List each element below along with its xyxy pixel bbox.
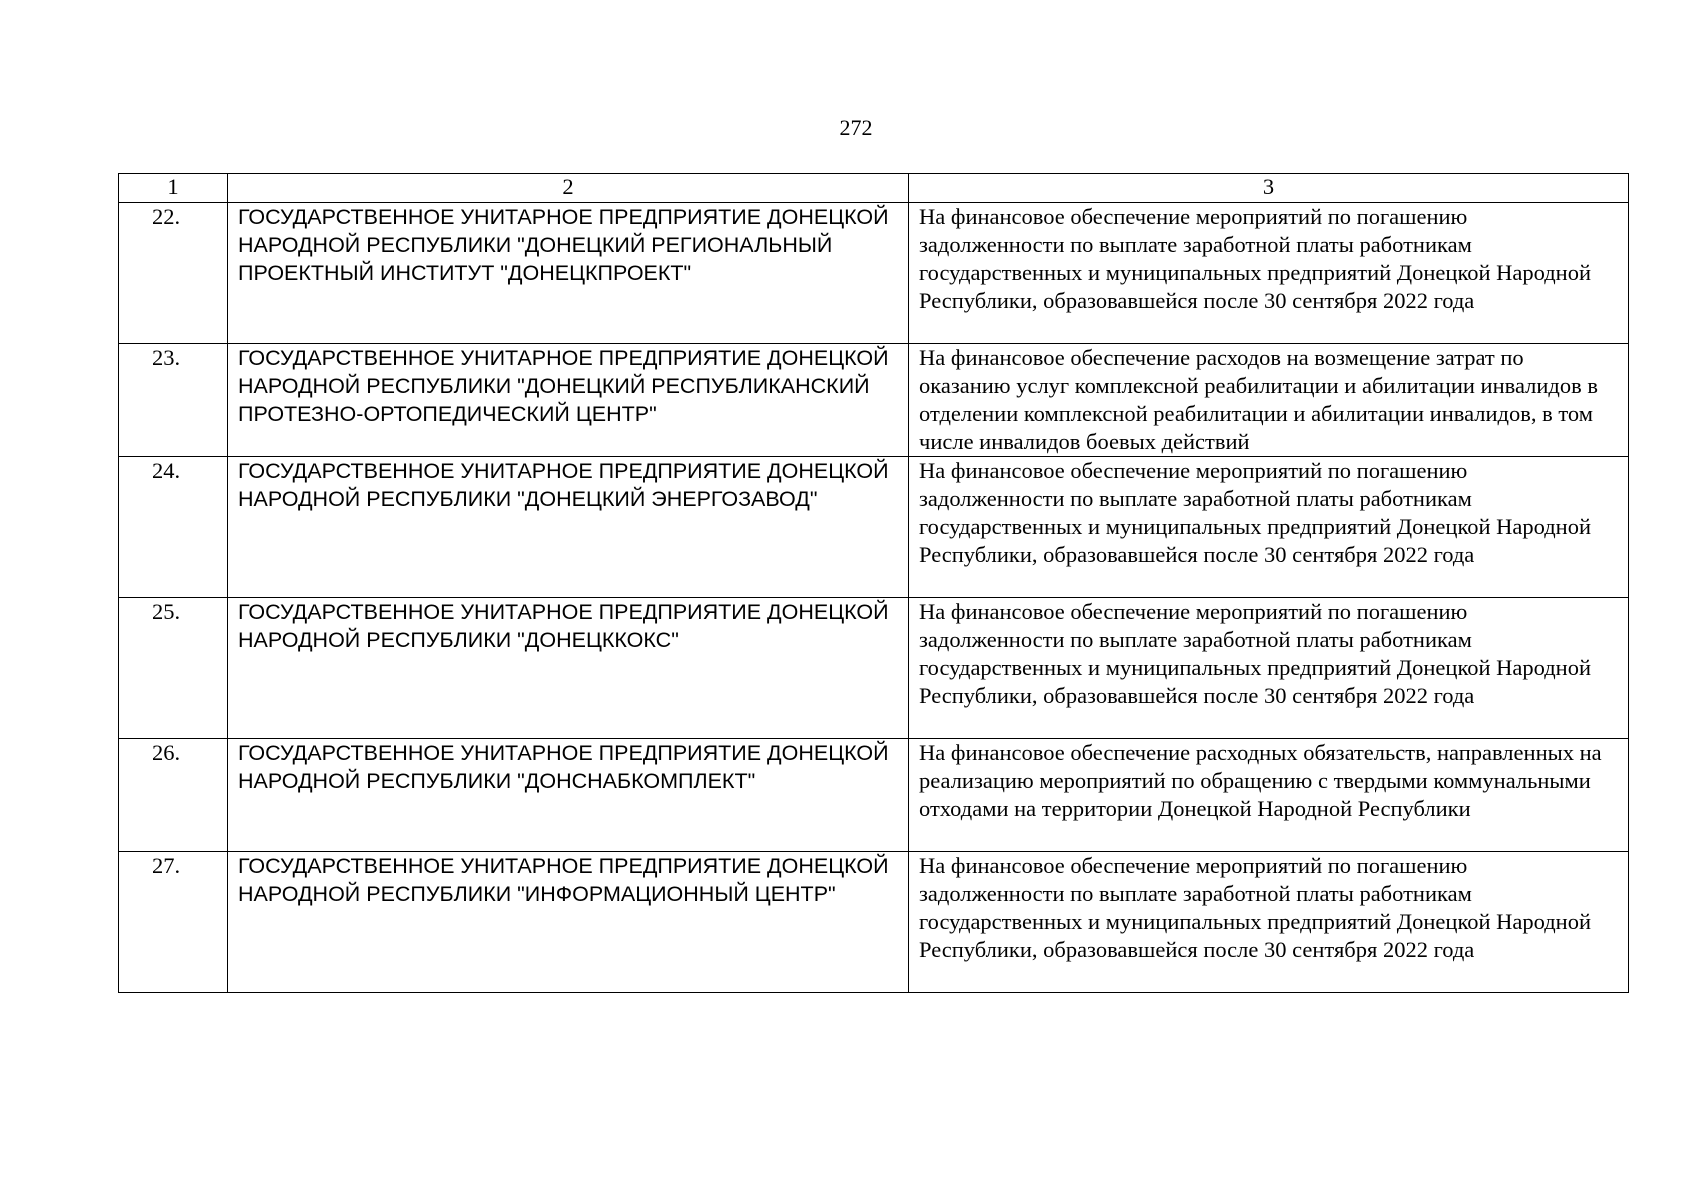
row-number: 22. <box>119 203 228 344</box>
table-row <box>119 203 1629 344</box>
enterprise-name: ГОСУДАРСТВЕННОЕ УНИТАРНОЕ ПРЕДПРИЯТИЕ ДОНЕЦКОЙ НАРОДНОЙ РЕСПУБЛИКИ "ДОНСНАБКОМПЛЕКТ" <box>228 739 909 852</box>
column-header-2: 2 <box>228 174 909 203</box>
subsidy-purpose: На финансовое обеспечение мероприятий по погашению задолженности по выплате заработной платы работникам государственных и муниципальных предприятий Донецкой Народной Республики, образовавшейся после 30 сентября 2022 года <box>909 598 1629 739</box>
table-row <box>119 457 1629 598</box>
enterprise-name: ГОСУДАРСТВЕННОЕ УНИТАРНОЕ ПРЕДПРИЯТИЕ ДОНЕЦКОЙ НАРОДНОЙ РЕСПУБЛИКИ "ДОНЕЦККОКС" <box>228 598 909 739</box>
subsidy-purpose: На финансовое обеспечение расходных обязательств, направленных на реализацию мероприятий по обращению с твердыми коммунальными отходами на территории Донецкой Народной Республики <box>909 739 1629 852</box>
table-row <box>119 852 1629 993</box>
row-number: 24. <box>119 457 228 598</box>
column-header-1: 1 <box>119 174 228 203</box>
subsidy-table <box>118 173 1629 993</box>
row-number: 23. <box>119 344 228 457</box>
row-number: 25. <box>119 598 228 739</box>
column-header-3: 3 <box>909 174 1629 203</box>
table-header-row <box>119 174 1629 203</box>
table-row <box>119 739 1629 852</box>
table-row <box>119 598 1629 739</box>
row-number: 27. <box>119 852 228 993</box>
subsidy-purpose: На финансовое обеспечение мероприятий по погашению задолженности по выплате заработной платы работникам государственных и муниципальных предприятий Донецкой Народной Республики, образовавшейся после 30 сентября 2022 года <box>909 852 1629 993</box>
enterprise-name: ГОСУДАРСТВЕННОЕ УНИТАРНОЕ ПРЕДПРИЯТИЕ ДОНЕЦКОЙ НАРОДНОЙ РЕСПУБЛИКИ "ДОНЕЦКИЙ РЕГИОНАЛЬНЫЙ ПРОЕКТНЫЙ ИНСТИТУТ "ДОНЕЦКПРОЕКТ" <box>228 203 909 344</box>
subsidy-purpose: На финансовое обеспечение мероприятий по погашению задолженности по выплате заработной платы работникам государственных и муниципальных предприятий Донецкой Народной Республики, образовавшейся после 30 сентября 2022 года <box>909 457 1629 598</box>
enterprise-name: ГОСУДАРСТВЕННОЕ УНИТАРНОЕ ПРЕДПРИЯТИЕ ДОНЕЦКОЙ НАРОДНОЙ РЕСПУБЛИКИ "ИНФОРМАЦИОННЫЙ ЦЕНТР" <box>228 852 909 993</box>
enterprise-name: ГОСУДАРСТВЕННОЕ УНИТАРНОЕ ПРЕДПРИЯТИЕ ДОНЕЦКОЙ НАРОДНОЙ РЕСПУБЛИКИ "ДОНЕЦКИЙ РЕСПУБЛИКАНСКИЙ ПРОТЕЗНО-ОРТОПЕДИЧЕСКИЙ ЦЕНТР" <box>228 344 909 457</box>
subsidy-purpose: На финансовое обеспечение мероприятий по погашению задолженности по выплате заработной платы работникам государственных и муниципальных предприятий Донецкой Народной Республики, образовавшейся после 30 сентября 2022 года <box>909 203 1629 344</box>
page-number: 272 <box>839 115 873 140</box>
subsidy-purpose: На финансовое обеспечение расходов на возмещение затрат по оказанию услуг комплексной реабилитации и абилитации инвалидов в отделении комплексной реабилитации и абилитации инвалидов, в том числе инвалидов боевых действий <box>909 344 1629 457</box>
enterprise-name: ГОСУДАРСТВЕННОЕ УНИТАРНОЕ ПРЕДПРИЯТИЕ ДОНЕЦКОЙ НАРОДНОЙ РЕСПУБЛИКИ "ДОНЕЦКИЙ ЭНЕРГОЗАВОД" <box>228 457 909 598</box>
row-number: 26. <box>119 739 228 852</box>
table-row <box>119 344 1629 457</box>
